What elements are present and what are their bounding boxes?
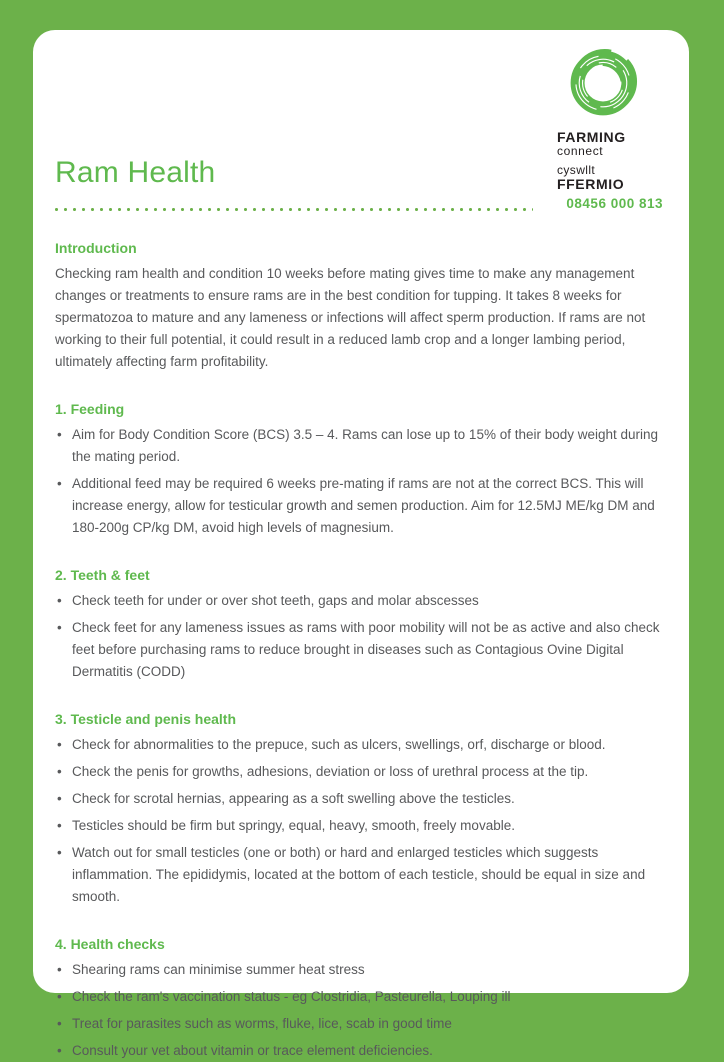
section-heading-teeth-feet: 2. Teeth & feet: [55, 567, 150, 583]
section-health-checks: [55, 936, 663, 1062]
list-item: • Testicles should be firm but springy, equal, heavy, smooth, freely movable.: [55, 815, 663, 837]
list-item: • Check for scrotal hernias, appearing as a soft swelling above the testicles.: [55, 788, 663, 810]
section-teeth-feet: [55, 567, 663, 683]
section-heading-testicle-penis-health: 3. Testicle and penis health: [55, 711, 237, 727]
farming-connect-logo: [545, 42, 661, 192]
section-heading-introduction: Introduction: [55, 240, 137, 256]
logo-text-ffermio: FFERMIO: [557, 175, 625, 192]
leaflet-card: [33, 30, 689, 1058]
teeth-feet-bullet-list: [55, 590, 663, 683]
testicle-penis-bullet-list: [55, 734, 663, 908]
list-item: • Check the penis for growths, adhesions, deviation or loss of urethral process at the tip.: [55, 761, 663, 783]
phone-number: 08456 000 813: [566, 196, 663, 211]
list-item: • Check the ram's vaccination status - eg Clostridia, Pasteurella, Louping ill: [55, 986, 663, 1008]
logo-text-cyswllt: cyswllt: [557, 163, 596, 178]
list-item: • Check teeth for under or over shot teeth, gaps and molar abscesses: [55, 590, 663, 612]
introduction-paragraph: Checking ram health and condition 10 weeks before mating gives time to make any management changes or treatments to ensure rams are in the best condition for tupping. It takes 8 weeks for spermatozoa to mature and any lameness or infections will affect sperm production. If rams are not working to their full potential, it could result in a reduced lamb crop and a longer lambing period, ultimately affecting farm profitability.: [55, 266, 646, 369]
leaflet-body: [55, 240, 663, 1062]
leaflet-content: [33, 30, 689, 1058]
list-item: • Additional feed may be required 6 weeks pre-mating if rams are not at the correct BCS. This will increase energy, allow for testicular growth and semen production. Aim for 12.5MJ ME/kg DM and 180-200g CP/kg DM, avoid high levels of magnesium.: [55, 473, 663, 539]
page-title: Ram Health: [55, 156, 216, 189]
section-feeding: [55, 401, 663, 539]
section-introduction: [55, 240, 663, 373]
list-item: • Consult your vet about vitamin or trace element deficiencies.: [55, 1040, 663, 1062]
feeding-bullet-list: [55, 424, 663, 539]
list-item: • Aim for Body Condition Score (BCS) 3.5 – 4. Rams can lose up to 15% of their body weight during the mating period.: [55, 424, 663, 468]
list-item: • Treat for parasites such as worms, fluke, lice, scab in good time: [55, 1013, 663, 1035]
health-checks-bullet-list: [55, 959, 663, 1062]
section-testicle-penis-health: [55, 711, 663, 908]
logo-text-farming: FARMING: [557, 129, 626, 145]
list-item: • Check for abnormalities to the prepuce, such as ulcers, swellings, orf, discharge or blood.: [55, 734, 663, 756]
section-heading-health-checks: 4. Health checks: [55, 936, 165, 952]
logo-text-connect: connect: [557, 143, 604, 158]
dotted-divider: [55, 208, 533, 212]
list-item: • Shearing rams can minimise summer heat stress: [55, 959, 663, 981]
section-heading-feeding: 1. Feeding: [55, 401, 125, 417]
list-item: • Watch out for small testicles (one or both) or hard and enlarged testicles which suggests inflammation. The epididymis, located at the bottom of each testicle, should be equal in size and smooth.: [55, 842, 663, 908]
logo-wordmark: [545, 130, 661, 192]
list-item: • Check feet for any lameness issues as rams with poor mobility will not be as active and also check feet before purchasing rams to reduce brought in diseases such as Contagious Ovine Digital Dermatitis (CODD): [55, 617, 663, 683]
leaflet-header: [55, 30, 663, 212]
swirl-logo-icon: [562, 42, 644, 124]
